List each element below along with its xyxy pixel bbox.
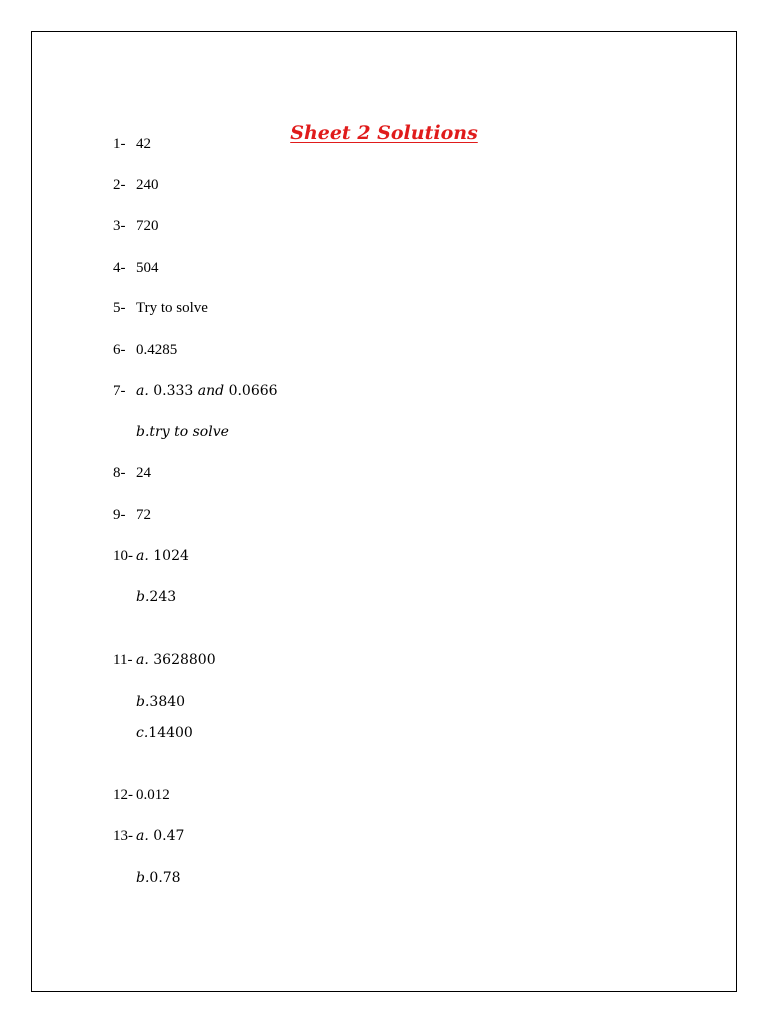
page-title: Sheet 2 Solutions bbox=[290, 122, 478, 144]
answer-7b bbox=[136, 424, 229, 441]
answer-number: 1- bbox=[113, 136, 126, 152]
answer-number: 3- bbox=[113, 218, 126, 234]
answer-10a bbox=[113, 548, 189, 565]
answer-11a bbox=[113, 652, 216, 669]
answer-value: 0.47 bbox=[153, 828, 185, 844]
document-page bbox=[31, 31, 737, 992]
answer-value: 24 bbox=[136, 465, 151, 481]
answer-7a bbox=[113, 383, 278, 400]
answer-number: 4- bbox=[113, 260, 126, 276]
answer-value: Try to solve bbox=[136, 300, 208, 316]
answer-value: 3628800 bbox=[153, 652, 216, 668]
part-label: b. bbox=[136, 870, 150, 886]
answer-number: 2- bbox=[113, 177, 126, 193]
answer-value: 3840 bbox=[149, 694, 186, 710]
answer-number: 13- bbox=[113, 828, 133, 844]
answer-number: 10- bbox=[113, 548, 133, 564]
answer-12 bbox=[113, 787, 170, 804]
answer-value: try to solve bbox=[149, 424, 229, 440]
answer-number: 9- bbox=[113, 507, 126, 523]
answer-value: 504 bbox=[136, 260, 159, 276]
answer-number: 5- bbox=[113, 300, 126, 316]
part-label: a. bbox=[136, 828, 149, 844]
answer-number: 6- bbox=[113, 342, 126, 358]
answer-13b bbox=[136, 870, 181, 887]
answer-11c bbox=[136, 725, 193, 742]
answer-value: 0.012 bbox=[136, 787, 170, 803]
part-label: b. bbox=[136, 694, 150, 710]
answer-6 bbox=[113, 342, 177, 359]
answer-value: 0.4285 bbox=[136, 342, 178, 358]
answer-value: 243 bbox=[149, 589, 177, 605]
conjunction: and bbox=[197, 383, 225, 399]
answer-2 bbox=[113, 177, 159, 194]
answer-number: 7- bbox=[113, 383, 126, 399]
answer-4 bbox=[113, 260, 159, 277]
part-label: a. bbox=[136, 548, 149, 564]
part-label: a. bbox=[136, 652, 149, 668]
answer-value: 42 bbox=[136, 136, 151, 152]
answer-value: 0.78 bbox=[149, 870, 181, 886]
part-label: b. bbox=[136, 589, 150, 605]
answer-value: 0.333 bbox=[153, 383, 194, 399]
part-label: b. bbox=[136, 424, 150, 440]
answer-1 bbox=[113, 136, 151, 153]
answer-number: 11- bbox=[113, 652, 133, 668]
answer-8 bbox=[113, 465, 151, 482]
answer-value: 240 bbox=[136, 177, 159, 193]
answer-value: 720 bbox=[136, 218, 159, 234]
answer-value-2: 0.0666 bbox=[228, 383, 278, 399]
answer-value: 14400 bbox=[148, 725, 193, 741]
answer-3 bbox=[113, 218, 159, 235]
answer-number: 12- bbox=[113, 787, 133, 803]
answer-value: 1024 bbox=[153, 548, 189, 564]
answer-10b bbox=[136, 589, 176, 606]
answer-9 bbox=[113, 507, 151, 524]
answer-11b bbox=[136, 694, 185, 711]
part-label: a. bbox=[136, 383, 149, 399]
answer-13a bbox=[113, 828, 184, 845]
answer-number: 8- bbox=[113, 465, 126, 481]
part-label: c. bbox=[136, 725, 149, 741]
answer-5 bbox=[113, 300, 208, 317]
answer-value: 72 bbox=[136, 507, 151, 523]
